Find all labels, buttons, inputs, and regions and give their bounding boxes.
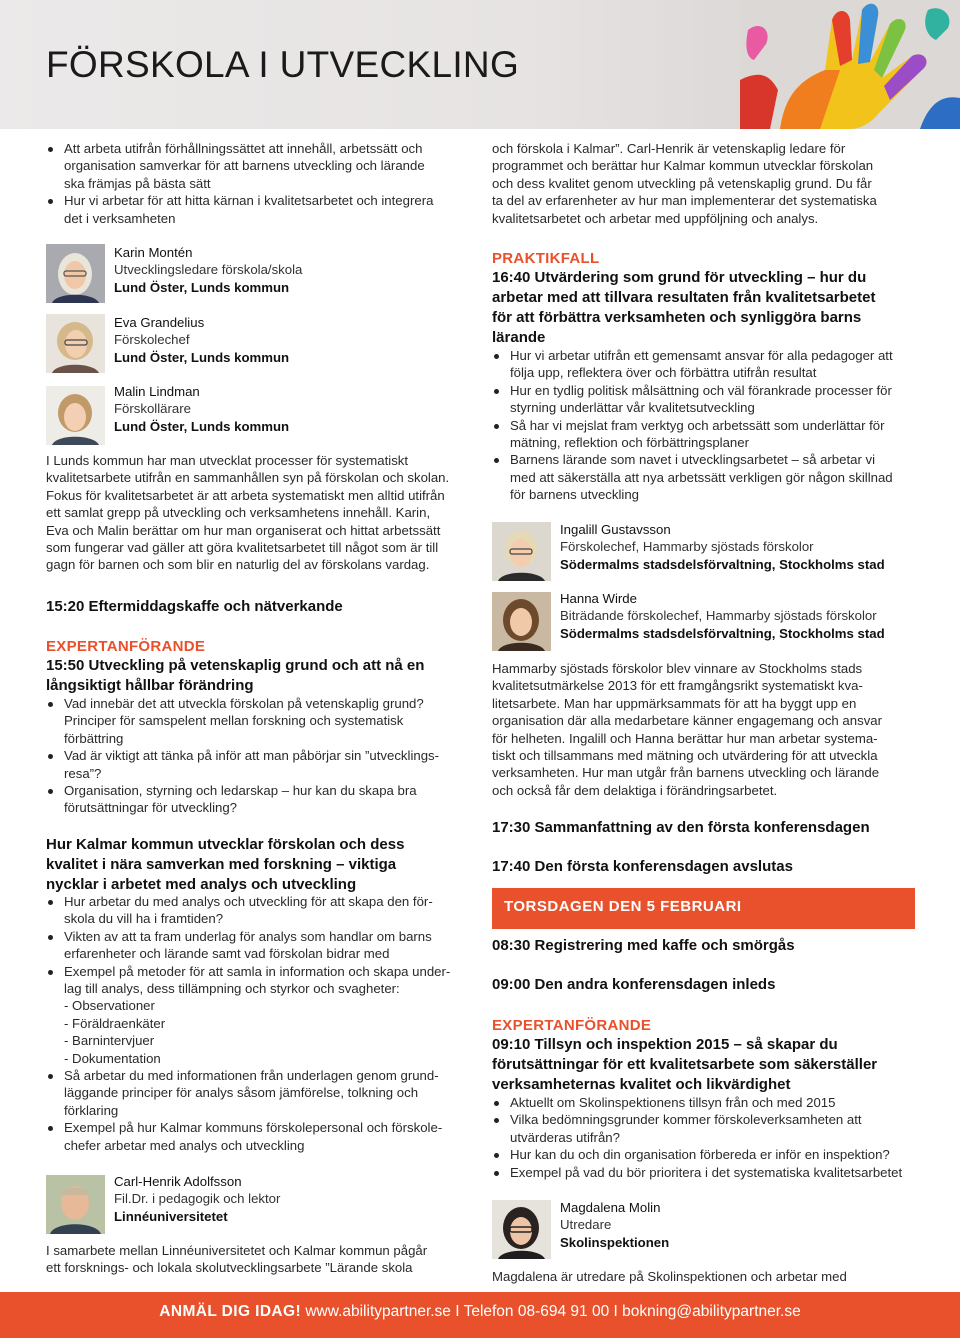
- footer-bar: [0, 1292, 960, 1338]
- page-title: FÖRSKOLA I UTVECKLING: [46, 44, 520, 85]
- speaker-carl-henrik: Carl-Henrik Adolfsson Fil.Dr. i pedagogik och lektor Linnéuniversitetet: [114, 1174, 281, 1224]
- session-bullet-list: [492, 347, 916, 504]
- session-heading: 15:50 Utveckling på vetenskaplig grund och att nå en långsiktigt hållbar förändring: [46, 657, 425, 694]
- session-heading: 08:30 Registrering med kaffe och smörgås: [492, 937, 795, 954]
- list-item: Vilka bedömningsgrunder kommer förskoleverksamheten att utvärderas utifrån?: [492, 1111, 916, 1146]
- speaker-hanna: Hanna Wirde Biträdande förskolechef, Hammarby sjöstads förskolor Södermalms stadsdelsförvaltning, Stockholms stad: [560, 591, 885, 641]
- session-bullet-list: [46, 893, 476, 1154]
- speaker-malin: Malin Lindman Förskollärare Lund Öster, Lunds kommun: [114, 384, 290, 434]
- list-item: Aktuellt om Skolinspektionens tillsyn från och med 2015: [492, 1094, 916, 1111]
- intro-bullet-list: [46, 140, 476, 227]
- list-item: Vikten av att ta fram underlag för analys som handlar om barns erfarenheter och lärande samt vad förskolan bidrar med: [46, 928, 476, 963]
- list-item: Vad är viktigt att tänka på inför att man påbörjar sin ”utvecklings- resa”?: [46, 747, 476, 782]
- list-item: Att arbeta utifrån förhållningssättet att innehåll, arbetssätt och organisation samverkar för att barnens utveckling och lärande ska främjas på bästa sätt: [46, 140, 476, 192]
- day-banner-label: TORSDAGEN DEN 5 FEBRUARI: [504, 898, 742, 915]
- session-bullet-list: [492, 1094, 916, 1181]
- avatar: [46, 244, 105, 303]
- speaker-magdalena: Magdalena Molin Utredare Skolinspektionen: [560, 1200, 670, 1250]
- register-link[interactable]: ANMÄL DIG IDAG!: [159, 1303, 302, 1320]
- praktikfall-label: PRAKTIKFALL: [492, 250, 600, 267]
- day-banner: [492, 888, 915, 929]
- avatar: [46, 314, 105, 373]
- expert-label: EXPERTANFÖRANDE: [492, 1017, 652, 1034]
- avatar: [492, 522, 551, 581]
- session-heading: 16:40 Utvärdering som grund för utveckling – hur du arbetar med att tillvara resultaten från kvalitetsarbetet för att förbättra verksamheten och synliggöra barns lärande: [492, 269, 876, 346]
- list-item: Exempel på hur Kalmar kommuns förskolepersonal och förskole- chefer arbetar med analys och utveckling: [46, 1119, 476, 1154]
- painted-hands-image: [740, 0, 960, 129]
- list-item: Vad innebär det att utveckla förskolan på vetenskaplig grund? Principer för samspelent mellan forskning och systematisk förbättring: [46, 695, 476, 747]
- list-item: Organisation, styrning och ledarskap – hur kan du skapa bra förutsättningar för utveckling?: [46, 782, 476, 817]
- speaker-eva: Eva Grandelius Förskolechef Lund Öster, Lunds kommun: [114, 315, 290, 365]
- session-heading: 15:20 Eftermiddagskaffe och nätverkande: [46, 598, 343, 615]
- list-item: Så har vi mejslat fram verktyg och arbetssätt som underlättar för mätning, reflektion och förbättringsplaner: [492, 417, 916, 452]
- session-heading: 17:40 Den första konferensdagen avslutas: [492, 858, 793, 875]
- expert-label: EXPERTANFÖRANDE: [46, 638, 206, 655]
- list-item: Hur arbetar du med analys och utveckling för att skapa den för- skola du vill ha i framtiden?: [46, 893, 476, 928]
- list-item: Hur kan du och din organisation förbereda er inför en inspektion?: [492, 1146, 916, 1163]
- magdalena-paragraph: Magdalena är utredare på Skolinspektionen och arbetar med: [492, 1269, 847, 1284]
- session-heading: Hur Kalmar kommun utvecklar förskolan och dess kvalitet i nära samverkan med forskning – viktiga nycklar i arbetet med analys och utveckling: [46, 836, 405, 893]
- session-heading: 09:10 Tillsyn och inspektion 2015 – så skapar du förutsättningar för ett kvalitetsarbete som säkerställer verksamheternas kvalitet och likvärdighet: [492, 1036, 878, 1093]
- avatar: [46, 386, 105, 445]
- list-item: Exempel på vad du bör prioritera i det systematiska kvalitetsarbetet: [492, 1164, 916, 1181]
- speaker-karin: Karin Montén Utvecklingsledare förskola/skola Lund Öster, Lunds kommun: [114, 245, 303, 295]
- list-item: Exempel på metoder för att samla in information och skapa under- lag till analys, dess tillämpning och styrkor och svagheter: - Observationer - Föräldraenkäter - Barnintervjuer - Dokumentation: [46, 963, 476, 1067]
- speaker-ingalill: Ingalill Gustavsson Förskolechef, Hammarby sjöstads förskolor Södermalms stadsdelsförvaltning, Stockholms stad: [560, 522, 885, 572]
- session-heading: 09:00 Den andra konferensdagen inleds: [492, 976, 776, 993]
- session-heading: 17:30 Sammanfattning av den första konferensdagen: [492, 819, 870, 836]
- list-item: Hur vi arbetar utifrån ett gemensamt ansvar för alla pedagoger att följa upp, reflektera över och förbättra utifrån resultat: [492, 347, 916, 382]
- lund-paragraph: I Lunds kommun har man utvecklat processer för systematiskt kvalitetsarbete utifrån en sammanhållen syn på förskolan och skolan. Fokus för kvalitetsarbetet är att arbeta systematiskt men alltid utifrån ett samlat grepp på utveckling och verksamhetens innehåll. Karin, Eva och Malin berättar om hur man organiserat och hittat arbetssätt som fungerar vad gäller att göra kvalitetsarbetet till något som är till gagn för barnen och som blir en naturlig del av förskolans vardag.: [46, 453, 450, 573]
- avatar: [46, 1175, 105, 1234]
- list-item: Hur en tydlig politisk målsättning och väl förankrade processer för styrning underlättar vår kvalitetsutveckling: [492, 382, 916, 417]
- footer-contact-text[interactable]: www.abilitypartner.se I Telefon 08-694 91 00 I bokning@abilitypartner.se: [301, 1303, 801, 1320]
- list-item: Hur vi arbetar för att hitta kärnan i kvalitetsarbetet och integrera det i verksamheten: [46, 192, 476, 227]
- avatar: [492, 592, 551, 651]
- carl-paragraph: I samarbete mellan Linnéuniversitetet och Kalmar kommun pågår ett forsknings- och lokala skolutvecklingsarbete ”Lärande skola: [46, 1243, 428, 1276]
- list-item: Barnens lärande som navet i utvecklingsarbetet – så arbetar vi med att säkerställa att nya arbetssätt verkligen gör någon skillnad för barnens utveckling: [492, 451, 916, 503]
- hammarby-paragraph: Hammarby sjöstads förskolor blev vinnare av Stockholms stads kvalitetsutmärkelse 2013 för ett framgångsrikt systematiskt kva- litetsarbete. Man har uppmärksammats för att ha byggt upp en organisation där alla medarbetare känner engagemang och ansvar för helheten. Ingalill och Hanna berättar hur man arbetar systema- tiskt och tillsammans med mätning och utvärdering för att utveckla verksamheten. Hur man utgår från barnens utveckling och lärande och också får dem delaktiga i förändringsarbetet.: [492, 661, 883, 798]
- list-item: Så arbetar du med informationen från underlagen genom grund- läggande principer för analys såsom jämförelse, tolkning och förklaring: [46, 1067, 476, 1119]
- footer-contact: [0, 1303, 960, 1321]
- session-bullet-list: [46, 695, 476, 817]
- avatar: [492, 1200, 551, 1259]
- page-header: [0, 0, 960, 129]
- carl-paragraph-continued: och förskola i Kalmar”. Carl-Henrik är vetenskaplig ledare för programmet och berättar hur Kalmar kommun utvecklar förskolan och dess kvalitet genom utveckling på vetenskaplig grund. Du får ta del av erfarenheter av hur man implementerar det systematiska kvalitetsarbetet och arbetar med uppföljning och analys.: [492, 141, 877, 226]
